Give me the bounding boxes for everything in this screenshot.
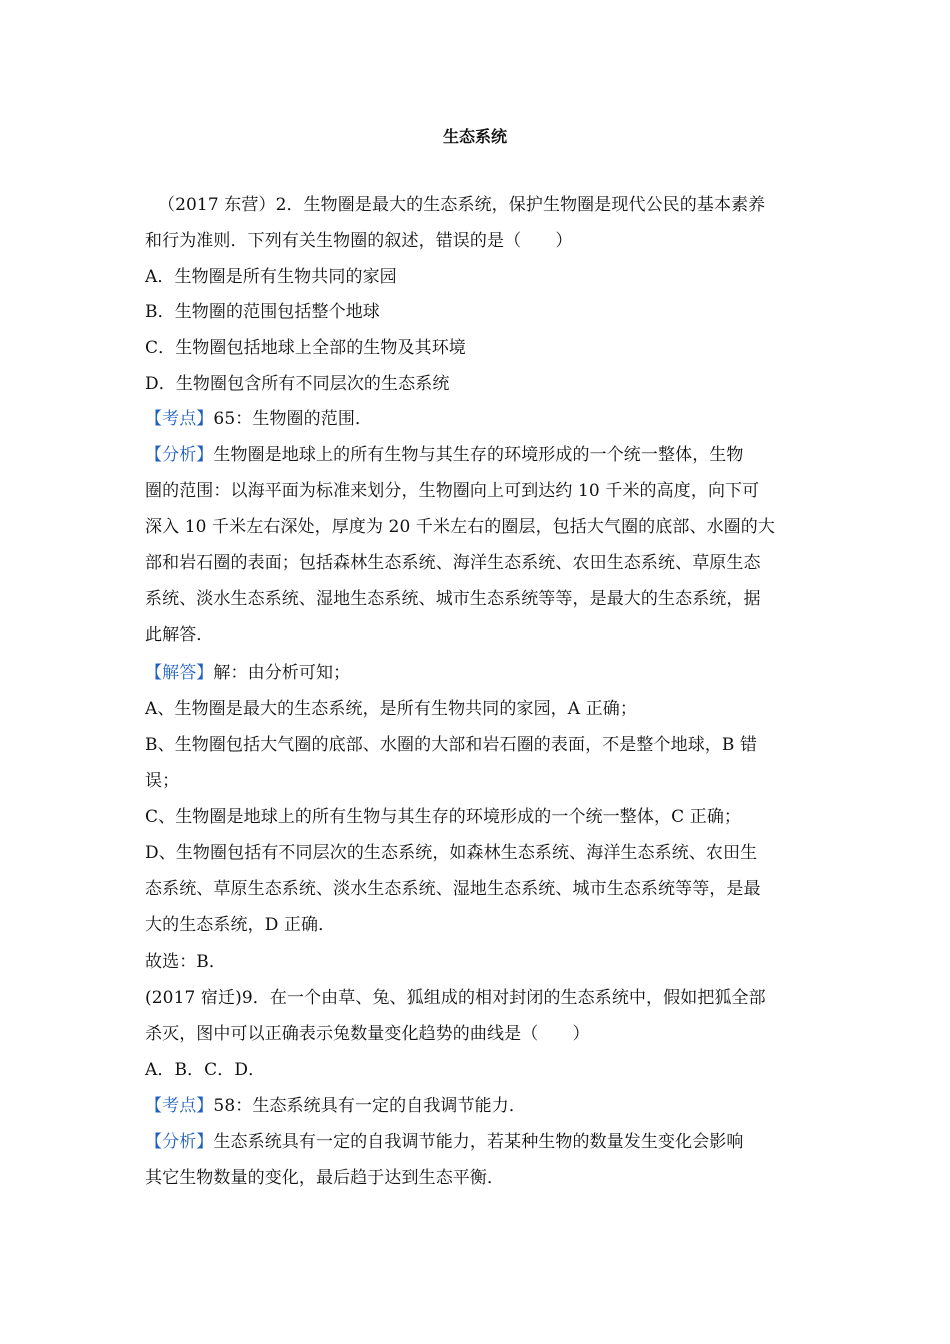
q1-option-c: C．生物圈包括地球上全部的生物及其环境 [145, 338, 466, 358]
q1-fenxi-line-5: 系统、淡水生态系统、湿地生态系统、城市生态系统等等，是最大的生态系统，据 [145, 589, 761, 609]
q1-option-a: A．生物圈是所有生物共同的家园 [145, 267, 397, 287]
q1-answer-b-line-2: 误； [145, 771, 180, 791]
q2-options: A．B．C．D． [145, 1060, 266, 1080]
q1-fenxi-line-2: 圈的范围：以海平面为标准来划分，生物圈向上可到达约 10 千米的高度，向下可 [145, 481, 760, 501]
q1-choice: 故选：B． [145, 952, 226, 972]
q1-option-d: D．生物圈包含所有不同层次的生态系统 [145, 374, 450, 394]
q2-fenxi-line-2: 其它生物数量的变化，最后趋于达到生态平衡． [145, 1168, 505, 1188]
q1-answer-c: C、生物圈是地球上的所有生物与其生存的环境形成的一个统一整体，C 正确； [145, 807, 742, 827]
q1-answer-d-line-2: 态系统、草原生态系统、淡水生态系统、湿地生态系统、城市生态系统等等，是最 [145, 879, 761, 899]
q1-fenxi-line-6: 此解答． [145, 625, 214, 645]
q2-kaodian-text: 58：生态系统具有一定的自我调节能力． [213, 1096, 526, 1116]
q1-fenxi-line-3: 深入 10 千米左右深处，厚度为 20 千米左右的圈层，包括大气圈的底部、水圈的大 [145, 517, 775, 537]
q1-jieda [145, 661, 825, 685]
q1-fenxi-line-1 [145, 443, 825, 467]
q1-stem-line-2: 和行为准则．下列有关生物圈的叙述，错误的是（ ） [145, 231, 573, 251]
q1-stem-line-1: （2017 东营）2．生物圈是最大的生态系统，保护生物圈是现代公民的基本素养 [158, 195, 766, 215]
q1-answer-a: A、生物圈是最大的生态系统，是所有生物共同的家园，A 正确； [145, 699, 637, 719]
jieda-tag: 【解答】 [145, 663, 214, 683]
kaodian-tag: 【考点】 [145, 1096, 214, 1116]
q1-fenxi-text-1: 生物圈是地球上的所有生物与其生存的环境形成的一个统一整体，生物 [213, 445, 744, 465]
kaodian-tag: 【考点】 [145, 409, 214, 429]
q1-answer-d-line-1: D、生物圈包括有不同层次的生态系统，如森林生态系统、海洋生态系统、农田生 [145, 843, 758, 863]
q2-stem-line-2: 杀灭，图中可以正确表示兔数量变化趋势的曲线是（ ） [145, 1024, 590, 1044]
q1-answer-b-line-1: B、生物圈包括大气圈的底部、水圈的大部和岩石圈的表面，不是整个地球，B 错 [145, 735, 758, 755]
q1-jieda-text: 解：由分析可知； [213, 663, 351, 683]
page-title: 生态系统 [442, 127, 507, 146]
q1-kaodian-text: 65：生物圈的范围． [213, 409, 373, 429]
q1-fenxi-line-4: 部和岩石圈的表面；包括森林生态系统、海洋生态系统、农田生态系统、草原生态 [145, 553, 761, 573]
q1-option-b: B．生物圈的范围包括整个地球 [145, 302, 380, 322]
fenxi-tag: 【分析】 [145, 1132, 214, 1152]
q2-fenxi-line-1 [145, 1130, 825, 1154]
q2-kaodian [145, 1094, 825, 1118]
q1-kaodian [145, 407, 825, 431]
q2-stem-line-1: (2017 宿迁)9．在一个由草、兔、狐组成的相对封闭的生态系统中，假如把狐全部 [145, 988, 766, 1008]
fenxi-tag: 【分析】 [145, 445, 214, 465]
q2-fenxi-text-1: 生态系统具有一定的自我调节能力，若某种生物的数量发生变化会影响 [213, 1132, 744, 1152]
q1-answer-d-line-3: 大的生态系统，D 正确． [145, 915, 336, 935]
